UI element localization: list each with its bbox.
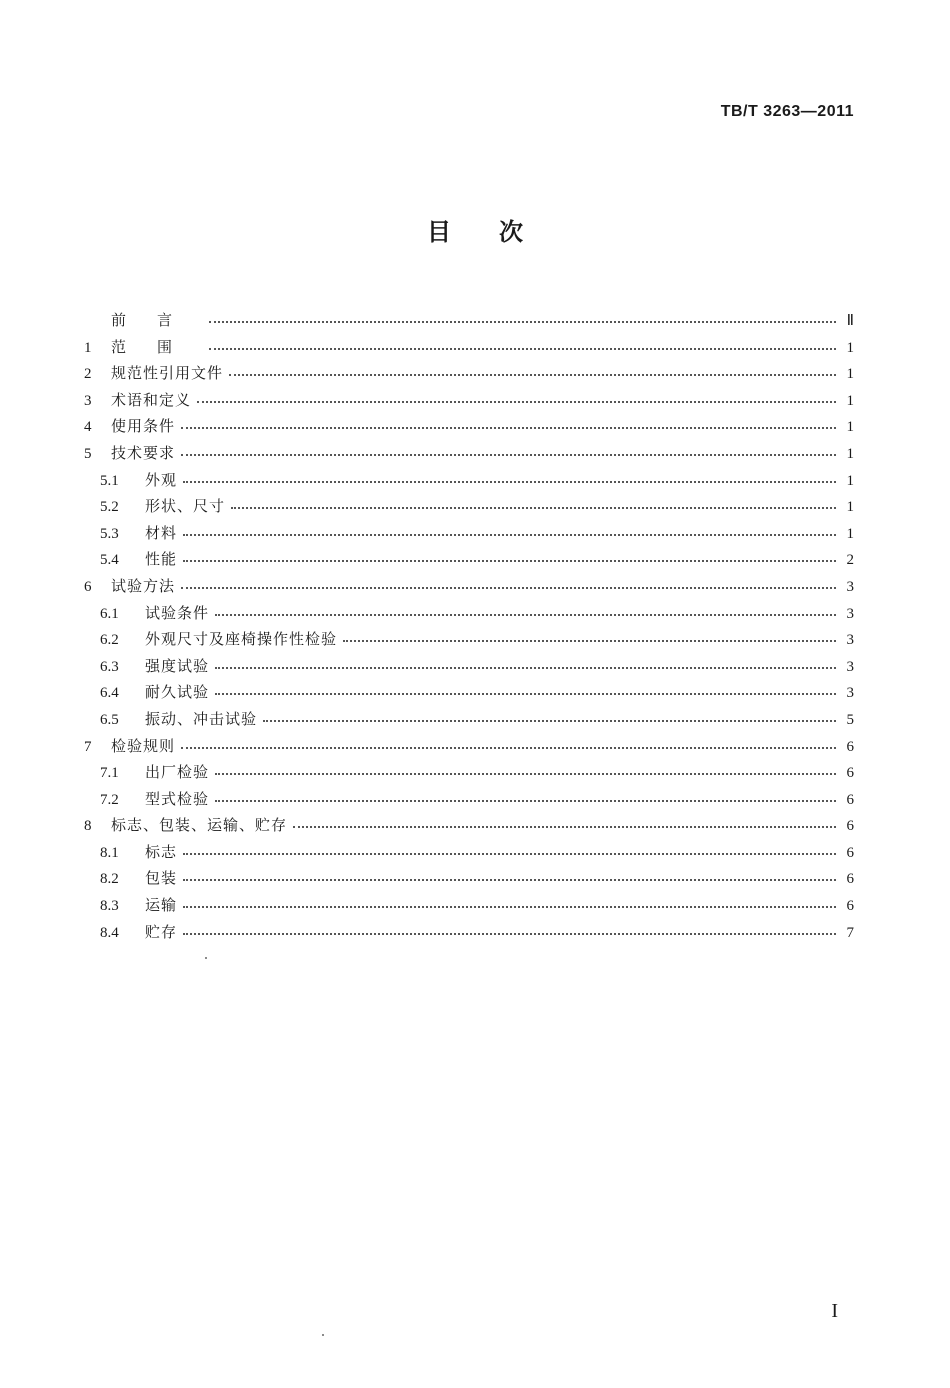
toc-entry[interactable] [84,812,854,839]
toc-entry[interactable] [84,679,854,706]
toc-entry-number: 8.2 [100,871,119,888]
toc-entry-number: 6.4 [100,685,119,702]
toc-entry[interactable] [84,892,854,919]
toc-entry-number: 6.2 [100,632,119,649]
toc-entry[interactable] [84,706,854,733]
dot-leader [209,307,836,323]
toc-entry[interactable] [84,573,854,600]
toc-entry-page: 6 [846,871,854,888]
toc-entry-label: 范围 [111,337,204,356]
toc-entry-label: 规范性引用文件 [111,364,224,383]
dot-leader [181,573,836,589]
dot-leader [183,865,836,881]
toc-entry-label: 术语和定义 [111,390,192,409]
toc-entry-page: 6 [846,765,854,782]
page-title: 目次 [427,218,571,246]
toc-entry-page: 7 [846,924,854,941]
toc-entry-label: 使用条件 [111,417,176,436]
toc-entry[interactable] [84,440,854,467]
toc-entry-page: 1 [846,392,854,409]
toc-entry[interactable] [84,360,854,387]
toc-entry-number: 7.1 [100,765,119,782]
toc-entry-label: 振动、冲击试验 [145,709,258,728]
toc-entry-label: 形状、尺寸 [145,497,226,516]
toc-entry[interactable] [84,520,854,547]
toc-entry-number: 1 [84,339,92,356]
toc-entry[interactable] [84,307,854,334]
toc-entry-number: 6 [84,578,92,595]
dot-leader [181,733,836,749]
toc-entry-page: 1 [846,366,854,383]
toc-entry-number: 8.4 [100,924,119,941]
toc-entry-label: 技术要求 [111,443,176,462]
toc-entry-label: 包装 [145,869,178,888]
toc-entry-label: 贮存 [145,922,178,941]
scan-speck [205,957,207,959]
toc-entry-number: 7 [84,738,92,755]
dot-leader [209,334,836,350]
dot-leader [197,387,836,403]
dot-leader [183,520,836,536]
dot-leader [181,413,836,429]
dot-leader [183,467,836,483]
toc-entry-label: 性能 [145,550,178,569]
toc-entry-label: 外观尺寸及座椅操作性检验 [145,630,338,649]
toc-entry-page: 1 [846,472,854,489]
dot-leader [215,786,836,802]
toc-entry-page: 6 [846,844,854,861]
toc-entry-page: 1 [846,525,854,542]
toc-entry-number: 5.2 [100,499,119,516]
toc-entry-number: 5.1 [100,472,119,489]
dot-leader [183,919,836,935]
table-of-contents [84,307,854,945]
dot-leader [215,679,836,695]
dot-leader [183,892,836,908]
dot-leader [215,653,836,669]
toc-entry-page: 3 [846,578,854,595]
dot-leader [229,360,836,376]
toc-entry[interactable] [84,600,854,627]
toc-entry-page: 6 [846,898,854,915]
toc-entry[interactable] [84,839,854,866]
toc-entry-page: Ⅱ [846,313,854,329]
toc-entry-number: 3 [84,392,92,409]
dot-leader [215,759,836,775]
dot-leader [181,440,836,456]
toc-entry-label: 出厂检验 [145,763,210,782]
toc-entry-page: 1 [846,419,854,436]
toc-entry[interactable] [84,733,854,760]
toc-entry-page: 1 [846,499,854,516]
toc-entry-label: 试验方法 [111,576,176,595]
toc-entry[interactable] [84,413,854,440]
toc-entry-number: 4 [84,419,92,436]
toc-entry[interactable] [84,387,854,414]
toc-entry-number: 5 [84,445,92,462]
toc-entry-number: 5.4 [100,552,119,569]
toc-entry-label: 前言 [111,311,204,329]
toc-entry-page: 1 [846,445,854,462]
toc-entry[interactable] [84,865,854,892]
dot-leader [183,839,836,855]
toc-entry-label: 材料 [145,523,178,542]
dot-leader [183,546,836,562]
toc-entry-page: 3 [846,685,854,702]
toc-entry-page: 5 [846,711,854,728]
toc-entry-page: 1 [846,339,854,356]
toc-entry-page: 6 [846,818,854,835]
dot-leader [263,706,836,722]
toc-entry[interactable] [84,759,854,786]
toc-entry-label: 型式检验 [145,789,210,808]
toc-entry[interactable] [84,467,854,494]
toc-entry-page: 6 [846,738,854,755]
toc-entry[interactable] [84,546,854,573]
toc-entry-label: 强度试验 [145,656,210,675]
toc-entry-page: 3 [846,658,854,675]
toc-entry-label: 试验条件 [145,603,210,622]
toc-entry-number: 8.3 [100,898,119,915]
toc-entry-label: 标志 [145,842,178,861]
toc-entry[interactable] [84,653,854,680]
toc-entry[interactable] [84,334,854,361]
toc-entry-label: 检验规则 [111,736,176,755]
toc-entry-label: 运输 [145,896,178,915]
toc-entry-page: 6 [846,791,854,808]
dot-leader [215,600,836,616]
toc-entry-label: 外观 [145,470,178,489]
dot-leader [343,626,836,642]
toc-entry-number: 7.2 [100,791,119,808]
toc-entry-page: 3 [846,605,854,622]
standard-code: TB/T 3263—2011 [720,103,854,120]
toc-entry-page: 2 [846,552,854,569]
toc-entry[interactable] [84,626,854,653]
toc-entry-page: 3 [846,632,854,649]
toc-entry-number: 2 [84,366,92,383]
toc-entry[interactable] [84,786,854,813]
scan-speck [322,1334,324,1336]
dot-leader [231,493,836,509]
toc-entry-number: 8 [84,818,92,835]
dot-leader [293,812,836,828]
toc-entry-number: 6.1 [100,605,119,622]
toc-entry[interactable] [84,919,854,946]
toc-entry-label: 标志、包装、运输、贮存 [111,816,288,835]
toc-entry-label: 耐久试验 [145,683,210,702]
toc-entry-number: 6.5 [100,711,119,728]
page-number: I [831,1300,838,1322]
toc-entry[interactable] [84,493,854,520]
toc-entry-number: 6.3 [100,658,119,675]
toc-entry-number: 8.1 [100,844,119,861]
toc-entry-number: 5.3 [100,525,119,542]
